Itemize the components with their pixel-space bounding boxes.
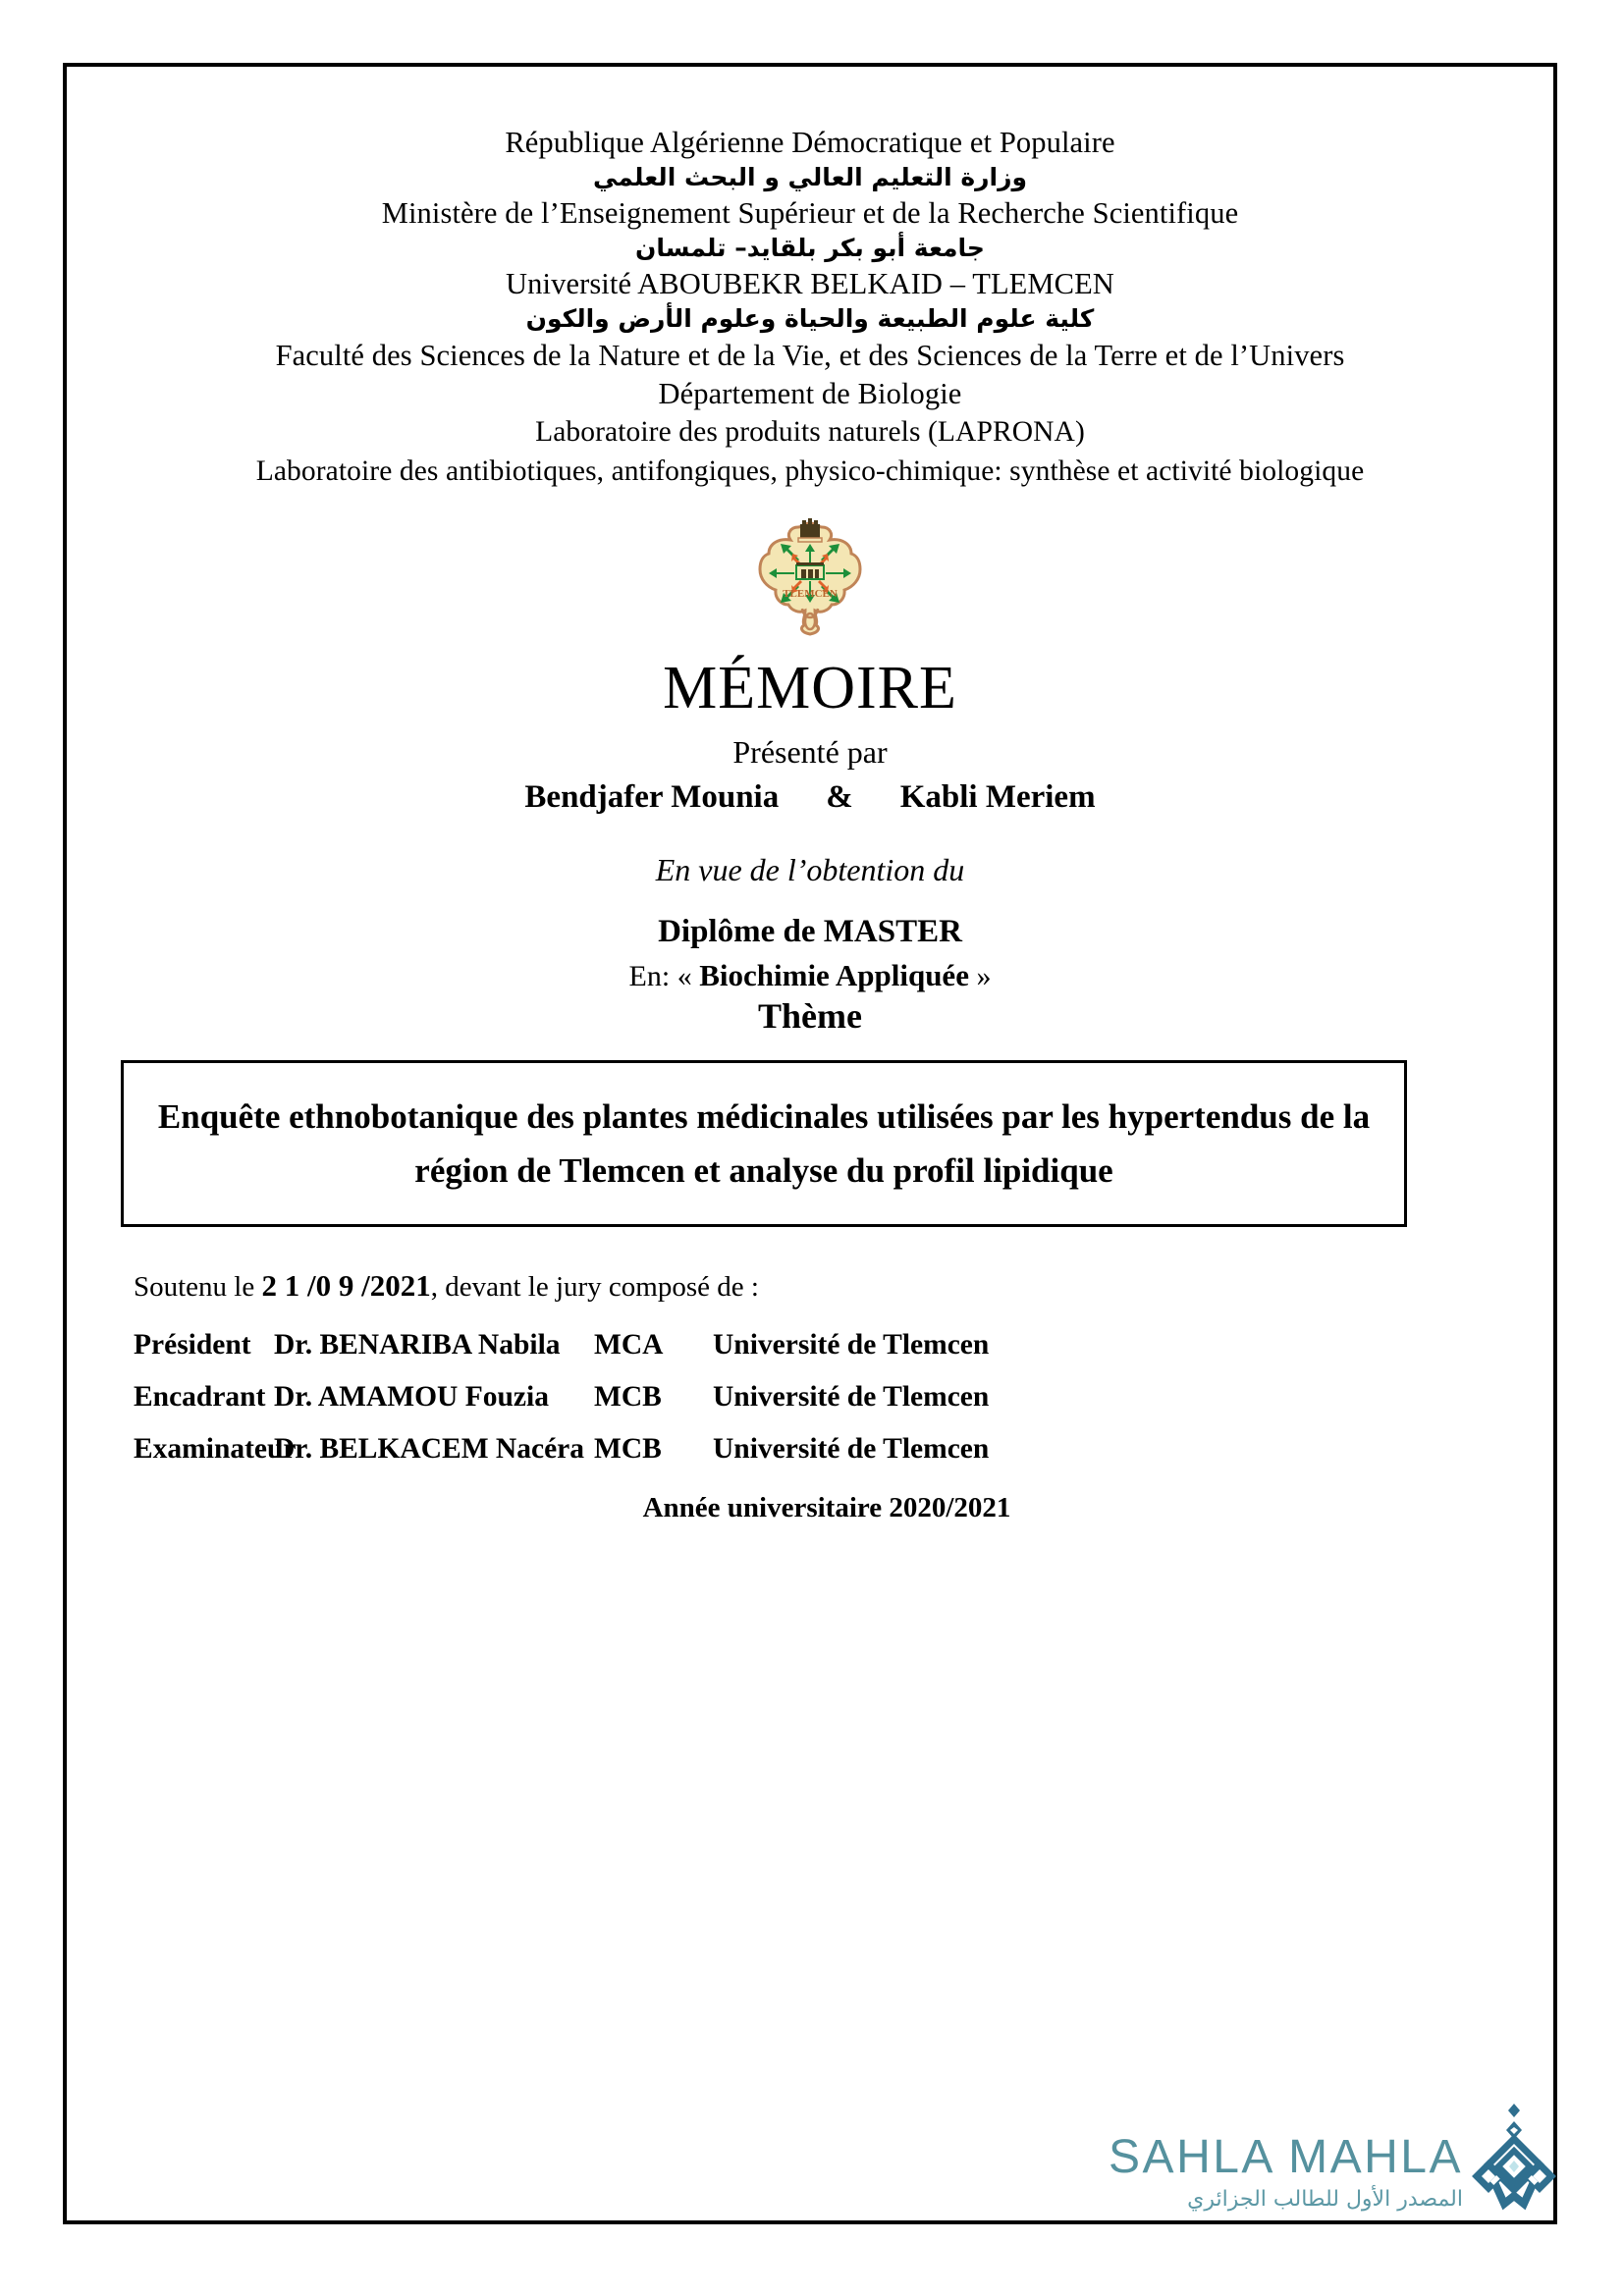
jury-table xyxy=(134,1329,1312,1485)
header-line-lab-laprona: Laboratoire des produits naturels (LAPRONA) xyxy=(535,416,1085,448)
purpose-line: En vue de l’obtention du xyxy=(655,852,965,887)
jury-role: Examinateur xyxy=(134,1433,297,1465)
field-prefix: En: « xyxy=(628,960,692,992)
jury-member-name: Dr. BENARIBA Nabila xyxy=(274,1329,561,1361)
header-line-ministry-ar: وزارة التعليم العالي و البحث العلمي xyxy=(592,163,1028,191)
defense-date: 2 1 /0 9 /2021 xyxy=(261,1268,431,1303)
defense-suffix: , devant le jury composé de : xyxy=(430,1271,759,1303)
header-line-ministry-fr: Ministère de l’Enseignement Supérieur et de la Recherche Scientifique xyxy=(381,196,1239,230)
jury-member-name: Dr. AMAMOU Fouzia xyxy=(274,1381,549,1413)
jury-affiliation: Université de Tlemcen xyxy=(713,1381,990,1413)
page-border-frame xyxy=(63,63,1557,2224)
jury-role: Président xyxy=(134,1329,251,1361)
jury-member-name: Dr. BELKACEM Nacéra xyxy=(274,1433,585,1465)
degree-line: Diplôme de MASTER xyxy=(658,914,962,949)
authors-separator: & xyxy=(826,779,853,815)
header-line-faculty-fr: Faculté des Sciences de la Nature et de la Vie, et des Sciences de la Terre et de l’Univers xyxy=(275,339,1345,372)
header-line-university-ar: جامعة أبو بكر بلقايد– تلمسان xyxy=(635,234,985,262)
header-line-faculty-ar: كلية علوم الطبيعة والحياة وعلوم الأرض والكون xyxy=(525,304,1095,333)
jury-grade: MCB xyxy=(594,1381,662,1413)
defense-prefix: Soutenu le xyxy=(134,1271,255,1303)
jury-affiliation: Université de Tlemcen xyxy=(713,1329,990,1361)
watermark-brand: SAHLA MAHLA xyxy=(1109,2131,1463,2183)
header-line-lab-antibiotics: Laboratoire des antibiotiques, antifongiques, physico-chimique: synthèse et activité biologique xyxy=(255,455,1365,487)
memoire-heading: MÉMOIRE xyxy=(663,655,957,721)
institution-header xyxy=(67,124,1553,491)
field-name: Biochimie Appliquée xyxy=(699,958,969,992)
thesis-title: Enquête ethnobotanique des plantes médicinales utilisées par les hypertendus de la région de Tlemcen et analyse du profil lipidique xyxy=(157,1097,1371,1190)
theme-label: Thème xyxy=(758,996,862,1036)
jury-affiliation: Université de Tlemcen xyxy=(713,1433,990,1465)
header-line-republic: République Algérienne Démocratique et Populaire xyxy=(505,126,1115,159)
author-name-1: Bendjafer Mounia xyxy=(524,779,780,815)
jury-role: Encadrant xyxy=(134,1381,266,1413)
sahla-mahla-logo-icon xyxy=(1469,2102,1559,2222)
header-line-university-fr: Université ABOUBEKR BELKAID – TLEMCEN xyxy=(506,267,1114,300)
field-line xyxy=(67,958,1553,993)
authors-line xyxy=(67,779,1553,816)
jury-grade: MCA xyxy=(594,1329,664,1361)
tlemcen-emblem-icon xyxy=(747,510,873,636)
header-line-department: Département de Biologie xyxy=(658,377,962,410)
table-row xyxy=(134,1329,1312,1381)
jury-grade: MCB xyxy=(594,1433,662,1465)
presented-by-label: Présenté par xyxy=(732,734,888,770)
thesis-title-box xyxy=(121,1060,1407,1227)
academic-year: Année universitaire 2020/2021 xyxy=(642,1492,1011,1523)
watermark-tagline: المصدر الأول للطالب الجزائري xyxy=(1187,2187,1463,2212)
author-name-2: Kabli Meriem xyxy=(899,779,1096,815)
university-emblem xyxy=(67,510,1553,636)
table-row xyxy=(134,1433,1312,1485)
sahla-mahla-watermark xyxy=(1109,2102,1559,2226)
field-suffix: » xyxy=(976,960,992,992)
emblem-caption: TLEMCEN xyxy=(783,588,838,600)
defense-line xyxy=(134,1268,759,1304)
table-row xyxy=(134,1381,1312,1433)
